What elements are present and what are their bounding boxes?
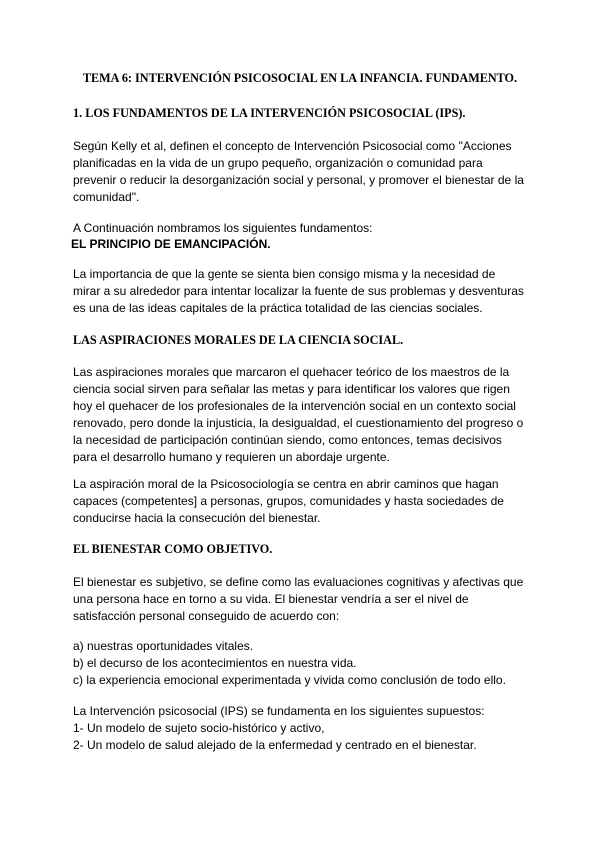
text-line: Según Kelly et al, definen el concepto de Intervención Psicosocial como "Acciones <box>73 139 512 153</box>
text-line: Las aspiraciones morales que marcaron el quehacer teórico de los maestros de la <box>73 365 510 379</box>
text-line: 2- Un modelo de salud alejado de la enfermedad y centrado en el bienestar. <box>73 738 477 752</box>
text-line: comunidad". <box>73 190 140 204</box>
intro-line: A Continuación nombramos los siguientes fundamentos: <box>73 221 373 235</box>
heading-bienestar-objetivo: EL BIENESTAR COMO OBJETIVO. <box>73 542 273 556</box>
paragraph-aspiraciones <box>73 364 528 466</box>
text-line: 1- Un modelo de sujeto socio-histórico y activo, <box>73 721 325 735</box>
text-line: prevenir o reducir la desorganización social y personal, y promover el bienestar de la <box>73 173 524 187</box>
text-line: para el desarrollo humano y requieren un abordaje urgente. <box>73 450 390 464</box>
text-line: la necesidad de participación continúan siendo, como entonces, temas decisivos <box>73 433 502 447</box>
paragraph-bienestar <box>73 574 528 625</box>
text-line: renovado, pero donde la injusticia, la desigualdad, el cuestionamiento del progreso o <box>73 416 524 430</box>
text-line: La Intervención psicosocial (IPS) se fundamenta en los siguientes supuestos: <box>73 704 485 718</box>
text-line: hoy el quehacer de los profesionales de la intervención social en un contexto social <box>73 399 516 413</box>
text-line: El bienestar es subjetivo, se define como las evaluaciones cognitivas y afectivas que <box>73 575 524 589</box>
paragraph-ips-supuestos <box>73 703 528 754</box>
text-line: una persona hace en torno a su vida. El bienestar vendría a ser el nivel de <box>73 592 469 606</box>
paragraph-kelly-definition <box>73 138 528 206</box>
text-line: capaces (competentes] a personas, grupos, comunidades y hasta sociedades de <box>73 494 504 508</box>
list-item: a) nuestras oportunidades vitales. <box>73 639 254 653</box>
text-line: planificadas en la vida de un grupo pequeño, organización o comunidad para <box>73 156 483 170</box>
text-line: La aspiración moral de la Psicosociología se centra en abrir caminos que hagan <box>73 477 499 491</box>
heading-aspiraciones-morales: LAS ASPIRACIONES MORALES DE LA CIENCIA SOCIAL. <box>73 333 404 347</box>
paragraph-importancia <box>73 266 528 317</box>
list-item: b) el decurso de los acontecimientos en nuestra vida. <box>73 656 357 670</box>
text-line: satisfacción personal conseguido de acuerdo con: <box>73 609 340 623</box>
text-line: conducirse hacia la consecución del bienestar. <box>73 511 321 525</box>
list-item: c) la experiencia emocional experimentada y vivida como conclusión de todo ello. <box>73 673 506 687</box>
bienestar-list <box>73 638 528 689</box>
heading-principio-emancipacion: EL PRINCIPIO DE EMANCIPACIÓN. <box>71 237 271 251</box>
text-line: ciencia social sirven para señalar las metas y para identificar los valores que rigen <box>73 382 510 396</box>
paragraph-psicosociologia <box>73 476 528 527</box>
text-line: mirar a su alrededor para intentar localizar la fuente de sus problemas y desventuras <box>73 284 524 298</box>
document-title: TEMA 6: INTERVENCIÓN PSICOSOCIAL EN LA INFANCIA. FUNDAMENTO. <box>82 71 518 85</box>
section-heading-fundamentos: 1. LOS FUNDAMENTOS DE LA INTERVENCIÓN PSICOSOCIAL (IPS). <box>73 106 466 120</box>
text-line: es una de las ideas capitales de la práctica totalidad de las ciencias sociales. <box>73 301 483 315</box>
text-line: La importancia de que la gente se sienta bien consigo misma y la necesidad de <box>73 267 496 281</box>
